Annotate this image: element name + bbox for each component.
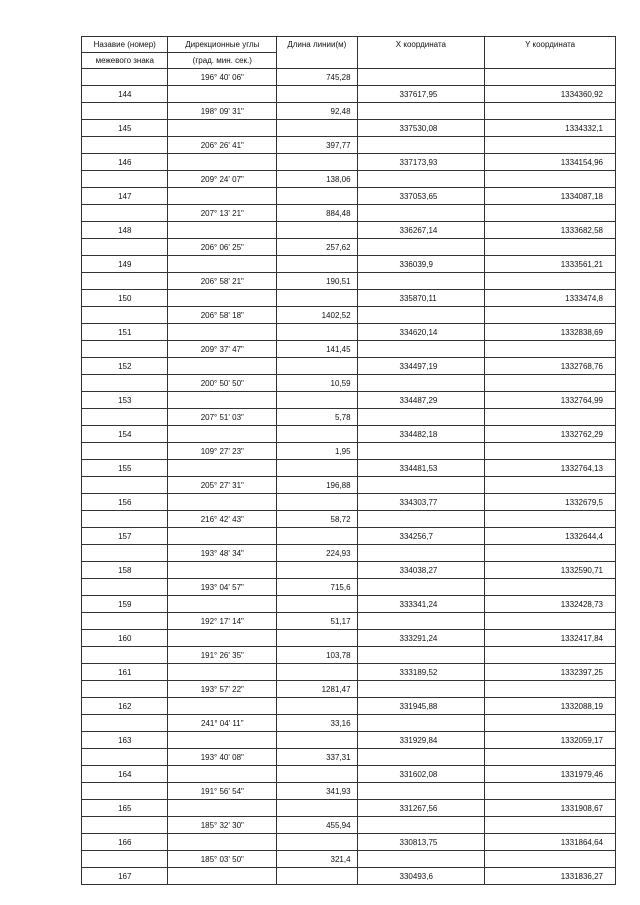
point-name: 144 <box>82 86 168 103</box>
empty-cell <box>485 375 616 392</box>
empty-cell <box>485 205 616 222</box>
point-row <box>82 630 616 647</box>
segment-angle: 216° 42' 43" <box>168 511 277 528</box>
empty-cell <box>357 545 485 562</box>
empty-cell <box>168 596 277 613</box>
empty-cell <box>82 681 168 698</box>
segment-length: 51,17 <box>277 613 357 630</box>
segment-angle: 207° 13' 21" <box>168 205 277 222</box>
segment-row <box>82 443 616 460</box>
empty-cell <box>357 103 485 120</box>
empty-cell <box>168 256 277 273</box>
segment-angle: 205° 27' 31" <box>168 477 277 494</box>
point-row <box>82 154 616 171</box>
empty-cell <box>168 766 277 783</box>
header-y: Y координата <box>485 37 616 69</box>
point-row <box>82 596 616 613</box>
segment-angle: 206° 58' 21" <box>168 273 277 290</box>
segment-length: 5,78 <box>277 409 357 426</box>
empty-cell <box>485 171 616 188</box>
point-name: 146 <box>82 154 168 171</box>
point-name: 161 <box>82 664 168 681</box>
empty-cell <box>277 868 357 885</box>
segment-row <box>82 851 616 868</box>
segment-row <box>82 103 616 120</box>
empty-cell <box>82 579 168 596</box>
point-x: 334482,18 <box>357 426 485 443</box>
empty-cell <box>82 307 168 324</box>
segment-length: 92,48 <box>277 103 357 120</box>
point-row <box>82 868 616 885</box>
empty-cell <box>485 443 616 460</box>
empty-cell <box>277 528 357 545</box>
point-x: 331602,08 <box>357 766 485 783</box>
point-x: 337053,65 <box>357 188 485 205</box>
point-name: 158 <box>82 562 168 579</box>
empty-cell <box>277 766 357 783</box>
segment-angle: 192° 17' 14" <box>168 613 277 630</box>
empty-cell <box>168 562 277 579</box>
segment-length: 715,6 <box>277 579 357 596</box>
empty-cell <box>82 409 168 426</box>
header-name-line1: Назавие (номер) <box>82 37 168 53</box>
point-name: 149 <box>82 256 168 273</box>
point-name: 162 <box>82 698 168 715</box>
point-row <box>82 392 616 409</box>
empty-cell <box>168 800 277 817</box>
point-x: 334487,29 <box>357 392 485 409</box>
segment-row <box>82 749 616 766</box>
point-name: 167 <box>82 868 168 885</box>
segment-angle: 241° 04' 11" <box>168 715 277 732</box>
empty-cell <box>277 392 357 409</box>
empty-cell <box>485 579 616 596</box>
point-name: 148 <box>82 222 168 239</box>
segment-length: 58,72 <box>277 511 357 528</box>
point-y: 1332764,13 <box>485 460 616 477</box>
empty-cell <box>82 103 168 120</box>
empty-cell <box>277 596 357 613</box>
empty-cell <box>168 188 277 205</box>
point-name: 154 <box>82 426 168 443</box>
point-x: 330493,6 <box>357 868 485 885</box>
empty-cell <box>82 171 168 188</box>
point-y: 1332417,84 <box>485 630 616 647</box>
empty-cell <box>277 834 357 851</box>
point-name: 152 <box>82 358 168 375</box>
empty-cell <box>168 664 277 681</box>
empty-cell <box>82 273 168 290</box>
empty-cell <box>277 120 357 137</box>
segment-length: 103,78 <box>277 647 357 664</box>
empty-cell <box>357 239 485 256</box>
point-x: 330813,75 <box>357 834 485 851</box>
segment-row <box>82 579 616 596</box>
point-row <box>82 528 616 545</box>
empty-cell <box>277 324 357 341</box>
empty-cell <box>485 273 616 290</box>
empty-cell <box>277 698 357 715</box>
empty-cell <box>82 817 168 834</box>
empty-cell <box>357 341 485 358</box>
empty-cell <box>82 647 168 664</box>
point-row <box>82 324 616 341</box>
header-angle-line1: Дирекционные углы <box>168 37 277 53</box>
segment-angle: 193° 48' 34" <box>168 545 277 562</box>
point-y: 1332644,4 <box>485 528 616 545</box>
point-x: 337173,93 <box>357 154 485 171</box>
segment-angle: 209° 24' 07" <box>168 171 277 188</box>
empty-cell <box>82 375 168 392</box>
segment-angle: 196° 40' 06" <box>168 69 277 86</box>
point-y: 1332397,25 <box>485 664 616 681</box>
point-name: 157 <box>82 528 168 545</box>
empty-cell <box>82 783 168 800</box>
segment-angle: 185° 03' 50" <box>168 851 277 868</box>
point-name: 155 <box>82 460 168 477</box>
empty-cell <box>485 613 616 630</box>
empty-cell <box>168 358 277 375</box>
empty-cell <box>357 681 485 698</box>
segment-length: 10,59 <box>277 375 357 392</box>
point-name: 145 <box>82 120 168 137</box>
segment-length: 745,28 <box>277 69 357 86</box>
empty-cell <box>277 732 357 749</box>
empty-cell <box>485 137 616 154</box>
segment-row <box>82 341 616 358</box>
point-name: 164 <box>82 766 168 783</box>
point-y: 1333682,58 <box>485 222 616 239</box>
point-name: 160 <box>82 630 168 647</box>
point-name: 156 <box>82 494 168 511</box>
point-x: 334620,14 <box>357 324 485 341</box>
point-x: 331945,88 <box>357 698 485 715</box>
empty-cell <box>82 715 168 732</box>
segment-length: 196,88 <box>277 477 357 494</box>
empty-cell <box>277 426 357 443</box>
empty-cell <box>357 171 485 188</box>
segment-row <box>82 613 616 630</box>
empty-cell <box>357 307 485 324</box>
point-y: 1332428,73 <box>485 596 616 613</box>
empty-cell <box>168 426 277 443</box>
empty-cell <box>168 392 277 409</box>
segment-length: 321,4 <box>277 851 357 868</box>
empty-cell <box>485 715 616 732</box>
segment-row <box>82 477 616 494</box>
point-y: 1334332,1 <box>485 120 616 137</box>
point-y: 1331908,67 <box>485 800 616 817</box>
empty-cell <box>168 324 277 341</box>
empty-cell <box>277 222 357 239</box>
point-row <box>82 222 616 239</box>
empty-cell <box>357 273 485 290</box>
segment-row <box>82 375 616 392</box>
segment-angle: 206° 58' 18" <box>168 307 277 324</box>
segment-row <box>82 817 616 834</box>
segment-angle: 209° 37' 47" <box>168 341 277 358</box>
point-y: 1334087,18 <box>485 188 616 205</box>
segment-row <box>82 681 616 698</box>
point-row <box>82 358 616 375</box>
header-length: Длина линии(м) <box>277 37 357 69</box>
segment-angle: 207° 51' 03" <box>168 409 277 426</box>
segment-row <box>82 137 616 154</box>
empty-cell <box>82 545 168 562</box>
empty-cell <box>357 375 485 392</box>
segment-row <box>82 273 616 290</box>
segment-length: 884,48 <box>277 205 357 222</box>
point-name: 150 <box>82 290 168 307</box>
empty-cell <box>357 749 485 766</box>
empty-cell <box>82 443 168 460</box>
point-x: 336267,14 <box>357 222 485 239</box>
empty-cell <box>485 851 616 868</box>
segment-row <box>82 647 616 664</box>
empty-cell <box>357 715 485 732</box>
empty-cell <box>357 579 485 596</box>
empty-cell <box>485 783 616 800</box>
empty-cell <box>82 851 168 868</box>
empty-cell <box>485 341 616 358</box>
empty-cell <box>168 630 277 647</box>
empty-cell <box>357 511 485 528</box>
segment-angle: 193° 40' 08" <box>168 749 277 766</box>
empty-cell <box>168 86 277 103</box>
empty-cell <box>168 222 277 239</box>
point-row <box>82 732 616 749</box>
point-row <box>82 120 616 137</box>
segment-length: 33,16 <box>277 715 357 732</box>
point-x: 334256,7 <box>357 528 485 545</box>
segment-row <box>82 205 616 222</box>
empty-cell <box>277 86 357 103</box>
segment-length: 1,95 <box>277 443 357 460</box>
empty-cell <box>168 834 277 851</box>
empty-cell <box>168 290 277 307</box>
segment-row <box>82 715 616 732</box>
segment-row <box>82 307 616 324</box>
empty-cell <box>357 443 485 460</box>
point-x: 334038,27 <box>357 562 485 579</box>
header-angle-line2: (град. мин. сек.) <box>168 53 277 69</box>
point-x: 331267,56 <box>357 800 485 817</box>
point-x: 334481,53 <box>357 460 485 477</box>
empty-cell <box>277 800 357 817</box>
empty-cell <box>357 851 485 868</box>
empty-cell <box>357 205 485 222</box>
empty-cell <box>485 477 616 494</box>
segment-angle: 200° 50' 50" <box>168 375 277 392</box>
empty-cell <box>168 154 277 171</box>
empty-cell <box>357 647 485 664</box>
empty-cell <box>277 256 357 273</box>
segment-length: 455,94 <box>277 817 357 834</box>
empty-cell <box>485 239 616 256</box>
empty-cell <box>168 732 277 749</box>
segment-row <box>82 171 616 188</box>
empty-cell <box>277 630 357 647</box>
empty-cell <box>277 562 357 579</box>
empty-cell <box>277 358 357 375</box>
point-row <box>82 562 616 579</box>
empty-cell <box>277 664 357 681</box>
point-y: 1332838,69 <box>485 324 616 341</box>
segment-length: 141,45 <box>277 341 357 358</box>
point-y: 1332590,71 <box>485 562 616 579</box>
segment-row <box>82 545 616 562</box>
segment-length: 1281,47 <box>277 681 357 698</box>
point-row <box>82 290 616 307</box>
point-row <box>82 664 616 681</box>
segment-row <box>82 783 616 800</box>
empty-cell <box>485 817 616 834</box>
segment-length: 337,31 <box>277 749 357 766</box>
segment-angle: 109° 27' 23" <box>168 443 277 460</box>
empty-cell <box>168 120 277 137</box>
segment-length: 257,62 <box>277 239 357 256</box>
point-y: 1332679,5 <box>485 494 616 511</box>
point-name: 166 <box>82 834 168 851</box>
empty-cell <box>357 409 485 426</box>
empty-cell <box>82 341 168 358</box>
segment-row <box>82 409 616 426</box>
segment-angle: 193° 04' 57" <box>168 579 277 596</box>
point-y: 1334360,92 <box>485 86 616 103</box>
segment-length: 190,51 <box>277 273 357 290</box>
empty-cell <box>168 528 277 545</box>
point-name: 147 <box>82 188 168 205</box>
point-x: 331929,84 <box>357 732 485 749</box>
empty-cell <box>277 460 357 477</box>
segment-angle: 198° 09' 31" <box>168 103 277 120</box>
point-row <box>82 188 616 205</box>
point-y: 1333561,21 <box>485 256 616 273</box>
segment-length: 341,93 <box>277 783 357 800</box>
empty-cell <box>82 205 168 222</box>
point-row <box>82 698 616 715</box>
point-y: 1334154,96 <box>485 154 616 171</box>
empty-cell <box>485 409 616 426</box>
point-row <box>82 834 616 851</box>
empty-cell <box>82 69 168 86</box>
point-x: 333189,52 <box>357 664 485 681</box>
point-y: 1333474,8 <box>485 290 616 307</box>
table-body <box>82 69 616 885</box>
segment-row <box>82 239 616 256</box>
point-x: 337617,95 <box>357 86 485 103</box>
point-name: 151 <box>82 324 168 341</box>
segment-angle: 206° 06' 25" <box>168 239 277 256</box>
point-row <box>82 86 616 103</box>
point-row <box>82 460 616 477</box>
point-x: 334303,77 <box>357 494 485 511</box>
header-name-line2: межевого знака <box>82 53 168 69</box>
point-y: 1332764,99 <box>485 392 616 409</box>
empty-cell <box>485 749 616 766</box>
empty-cell <box>277 494 357 511</box>
header-x: X координата <box>357 37 485 69</box>
point-y: 1332059,17 <box>485 732 616 749</box>
point-y: 1332768,76 <box>485 358 616 375</box>
point-name: 159 <box>82 596 168 613</box>
point-row <box>82 766 616 783</box>
empty-cell <box>485 545 616 562</box>
point-y: 1332088,19 <box>485 698 616 715</box>
point-row <box>82 426 616 443</box>
empty-cell <box>82 239 168 256</box>
point-y: 1332762,29 <box>485 426 616 443</box>
point-row <box>82 256 616 273</box>
point-x: 333341,24 <box>357 596 485 613</box>
empty-cell <box>357 613 485 630</box>
empty-cell <box>277 290 357 307</box>
empty-cell <box>485 681 616 698</box>
empty-cell <box>168 460 277 477</box>
point-x: 335870,11 <box>357 290 485 307</box>
point-y: 1331836,27 <box>485 868 616 885</box>
empty-cell <box>82 613 168 630</box>
empty-cell <box>168 698 277 715</box>
boundary-coordinates-table <box>81 36 616 885</box>
empty-cell <box>168 868 277 885</box>
point-x: 333291,24 <box>357 630 485 647</box>
segment-length: 1402,52 <box>277 307 357 324</box>
table-header <box>82 37 616 69</box>
empty-cell <box>82 477 168 494</box>
segment-row <box>82 69 616 86</box>
empty-cell <box>485 69 616 86</box>
point-x: 336039,9 <box>357 256 485 273</box>
segment-angle: 185° 32' 30" <box>168 817 277 834</box>
empty-cell <box>168 494 277 511</box>
point-y: 1331864,64 <box>485 834 616 851</box>
point-y: 1331979,46 <box>485 766 616 783</box>
point-x: 337530,08 <box>357 120 485 137</box>
empty-cell <box>357 69 485 86</box>
point-name: 163 <box>82 732 168 749</box>
segment-angle: 193° 57' 22" <box>168 681 277 698</box>
point-x: 334497,19 <box>357 358 485 375</box>
segment-angle: 191° 26' 35" <box>168 647 277 664</box>
empty-cell <box>357 477 485 494</box>
segment-length: 138,06 <box>277 171 357 188</box>
empty-cell <box>277 188 357 205</box>
empty-cell <box>82 749 168 766</box>
empty-cell <box>82 137 168 154</box>
empty-cell <box>357 137 485 154</box>
empty-cell <box>82 511 168 528</box>
point-name: 165 <box>82 800 168 817</box>
empty-cell <box>485 307 616 324</box>
empty-cell <box>485 103 616 120</box>
segment-row <box>82 511 616 528</box>
point-row <box>82 800 616 817</box>
empty-cell <box>357 783 485 800</box>
empty-cell <box>485 647 616 664</box>
point-name: 153 <box>82 392 168 409</box>
segment-length: 397,77 <box>277 137 357 154</box>
empty-cell <box>357 817 485 834</box>
segment-angle: 206° 26' 41" <box>168 137 277 154</box>
empty-cell <box>485 511 616 528</box>
empty-cell <box>277 154 357 171</box>
point-row <box>82 494 616 511</box>
segment-length: 224,93 <box>277 545 357 562</box>
segment-angle: 191° 56' 54" <box>168 783 277 800</box>
